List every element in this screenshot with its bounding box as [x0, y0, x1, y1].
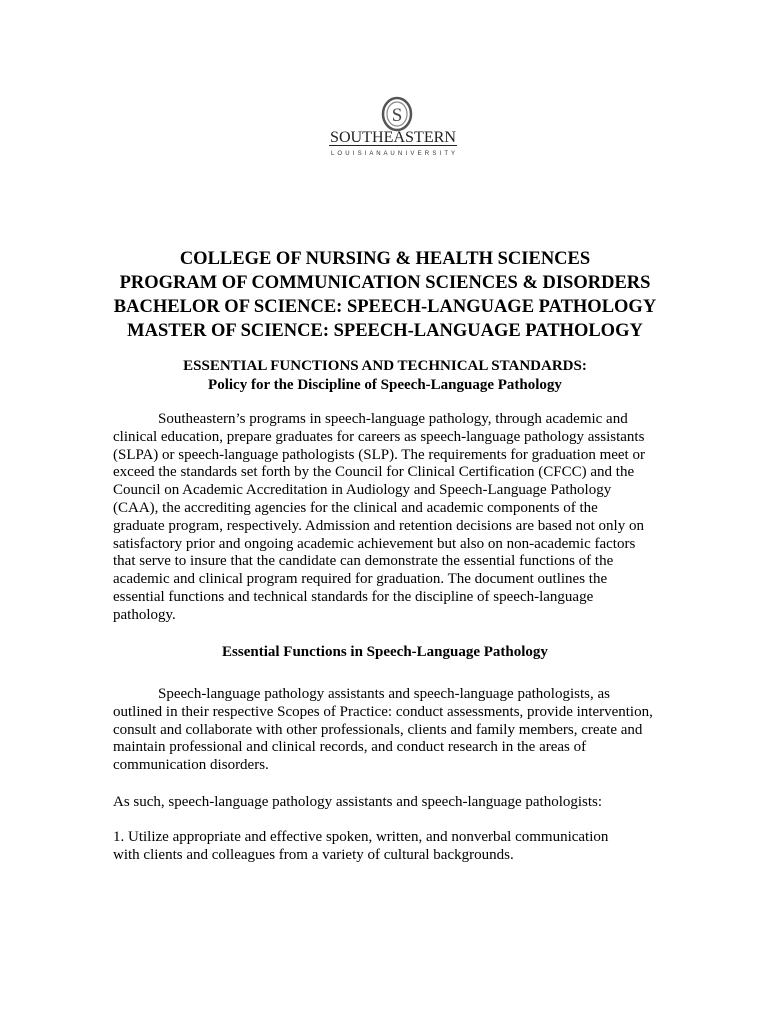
- bachelor-heading: BACHELOR OF SCIENCE: SPEECH-LANGUAGE PATHOLOGY: [113, 297, 657, 317]
- paragraph-line: Southeastern’s programs in speech-language pathology, through academic and: [158, 411, 628, 427]
- scope-paragraph: [113, 686, 665, 775]
- paragraph-line: outlined in their respective Scopes of Practice: conduct assessments, provide intervention,: [113, 703, 653, 720]
- paragraph-line: graduate program, respectively. Admission and retention decisions are based not only on: [113, 517, 644, 534]
- paragraph-line: (CAA), the accrediting agencies for the clinical and academic components of the: [113, 499, 598, 516]
- paragraph-line: with clients and colleagues from a variety of cultural backgrounds.: [113, 846, 514, 863]
- program-heading: PROGRAM OF COMMUNICATION SCIENCES & DISORDERS: [119, 273, 651, 293]
- essential-functions-heading: ESSENTIAL FUNCTIONS AND TECHNICAL STANDARDS:: [183, 358, 587, 374]
- paragraph-line: (SLPA) or speech-language pathologists (SLP). The requirements for graduation meet or: [113, 446, 645, 463]
- master-heading: MASTER OF SCIENCE: SPEECH-LANGUAGE PATHOLOGY: [127, 321, 643, 341]
- college-heading: COLLEGE OF NURSING & HEALTH SCIENCES: [179, 249, 591, 269]
- policy-subheading: [0, 357, 770, 395]
- document-headings: [0, 247, 770, 343]
- paragraph-line: exceed the standards set forth by the Council for Clinical Certification (CFCC) and the: [113, 464, 635, 481]
- paragraph-line: academic and clinical program required for graduation. The document outlines the: [113, 571, 608, 588]
- university-logo: [327, 96, 459, 162]
- paragraph-line: pathology.: [113, 606, 176, 623]
- logo-name-text: SOUTHEASTERN: [330, 129, 456, 146]
- intro-paragraph: [113, 411, 665, 625]
- logo-monogram: S: [391, 105, 403, 126]
- paragraph-line: communication disorders.: [113, 757, 269, 774]
- paragraph-line: maintain professional and clinical records, and conduct research in the areas of: [113, 739, 587, 756]
- logo-subtitle-text: L O U I S I A N A U N I V E R S I T Y: [331, 151, 455, 157]
- section-title: Essential Functions in Speech-Language Pathology: [222, 644, 548, 660]
- essential-function-item-1: [113, 829, 665, 865]
- paragraph-line: consult and collaborate with other professionals, clients and family members, create and: [113, 721, 643, 738]
- paragraph-line: Council on Academic Accreditation in Audiology and Speech-Language Pathology: [113, 482, 612, 499]
- as-such-paragraph: [113, 794, 665, 812]
- paragraph-line: satisfactory prior and ongoing academic achievement but also on non-academic factors: [113, 535, 636, 552]
- paragraph-line: As such, speech-language pathology assistants and speech-language pathologists:: [113, 794, 603, 810]
- paragraph-line: essential functions and technical standards for the discipline of speech-language: [113, 588, 594, 605]
- paragraph-line: that serve to insure that the candidate can demonstrate the essential functions of the: [113, 553, 614, 570]
- policy-title: Policy for the Discipline of Speech-Language Pathology: [208, 377, 562, 393]
- paragraph-line: 1. Utilize appropriate and effective spoken, written, and nonverbal communication: [113, 829, 609, 845]
- paragraph-line: clinical education, prepare graduates for careers as speech-language pathology assistants: [113, 428, 645, 445]
- paragraph-line: Speech-language pathology assistants and speech-language pathologists, as: [158, 686, 610, 702]
